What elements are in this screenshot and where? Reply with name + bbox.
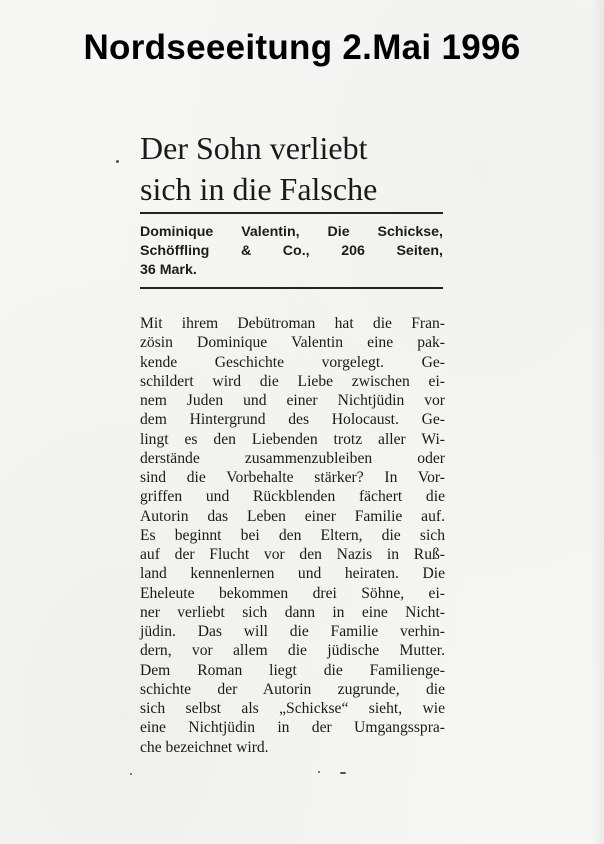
body-line: auf der Flucht vor den Nazis in Ruß- — [140, 546, 445, 563]
body-line: dern, vor allem die jüdische Mutter. — [140, 642, 445, 660]
print-speck — [318, 771, 320, 773]
book-info-line: 36 Mark. — [140, 262, 197, 278]
headline-line: sich in die Falsche — [140, 171, 378, 207]
body-line: schichte der Autorin zugrunde, die — [140, 680, 445, 698]
body-line: che bezeichnet wird. — [140, 738, 269, 756]
body-line: dem Hintergrund des Holocaust. Ge- — [140, 411, 445, 429]
body-line: lingt es den Liebenden trotz aller Wi- — [140, 430, 445, 448]
clipping-caption: Nordseeeitung 2.Mai 1996 — [83, 28, 521, 67]
print-speck — [116, 160, 119, 163]
body-line: ner verliebt sich dann in eine Nicht- — [140, 603, 445, 621]
body-line: zösin Dominique Valentin eine pak- — [140, 334, 445, 352]
body-line: derstände zusammenzubleiben oder — [140, 449, 445, 467]
body-line: land kennenlernen und heiraten. Die — [140, 565, 445, 583]
book-info — [140, 223, 443, 280]
body-line: kende Geschichte vorgelegt. Ge- — [140, 353, 445, 371]
book-info-line: Schöffling & Co., 206 Seiten, — [140, 243, 443, 259]
body-line: schildert wird die Liebe zwischen ei- — [140, 372, 445, 390]
divider-top — [140, 212, 443, 214]
body-line: Mit ihrem Debütroman hat die Fran- — [140, 315, 445, 332]
page-edge-shadow — [590, 0, 604, 844]
body-line: Autorin das Leben einer Familie auf. — [140, 507, 445, 525]
body-line: sich selbst als „Schickse“ sieht, wie — [140, 700, 445, 717]
headline-line: Der Sohn verliebt — [140, 130, 368, 166]
body-line: eine Nichtjüdin in der Umgangsspra- — [140, 719, 445, 737]
body-line: griffen und Rückblenden fächert die — [140, 488, 445, 506]
body-line: Eheleute bekommen drei Söhne, ei- — [140, 584, 445, 602]
body-line: Es beginnt bei den Eltern, die sich — [140, 526, 445, 544]
body-line: Dem Roman liegt die Familienge- — [140, 661, 445, 679]
divider-bottom — [140, 287, 443, 289]
article-body — [140, 314, 445, 757]
body-line: jüdin. Das will die Familie verhin- — [140, 623, 445, 640]
body-line: nem Juden und einer Nichtjüdin vor — [140, 392, 445, 409]
body-line: sind die Vorbehalte stärker? In Vor- — [140, 469, 445, 486]
article-headline — [140, 128, 440, 210]
book-info-line: Dominique Valentin, Die Schickse, — [140, 224, 443, 240]
print-speck — [130, 773, 132, 775]
print-speck — [340, 772, 346, 774]
